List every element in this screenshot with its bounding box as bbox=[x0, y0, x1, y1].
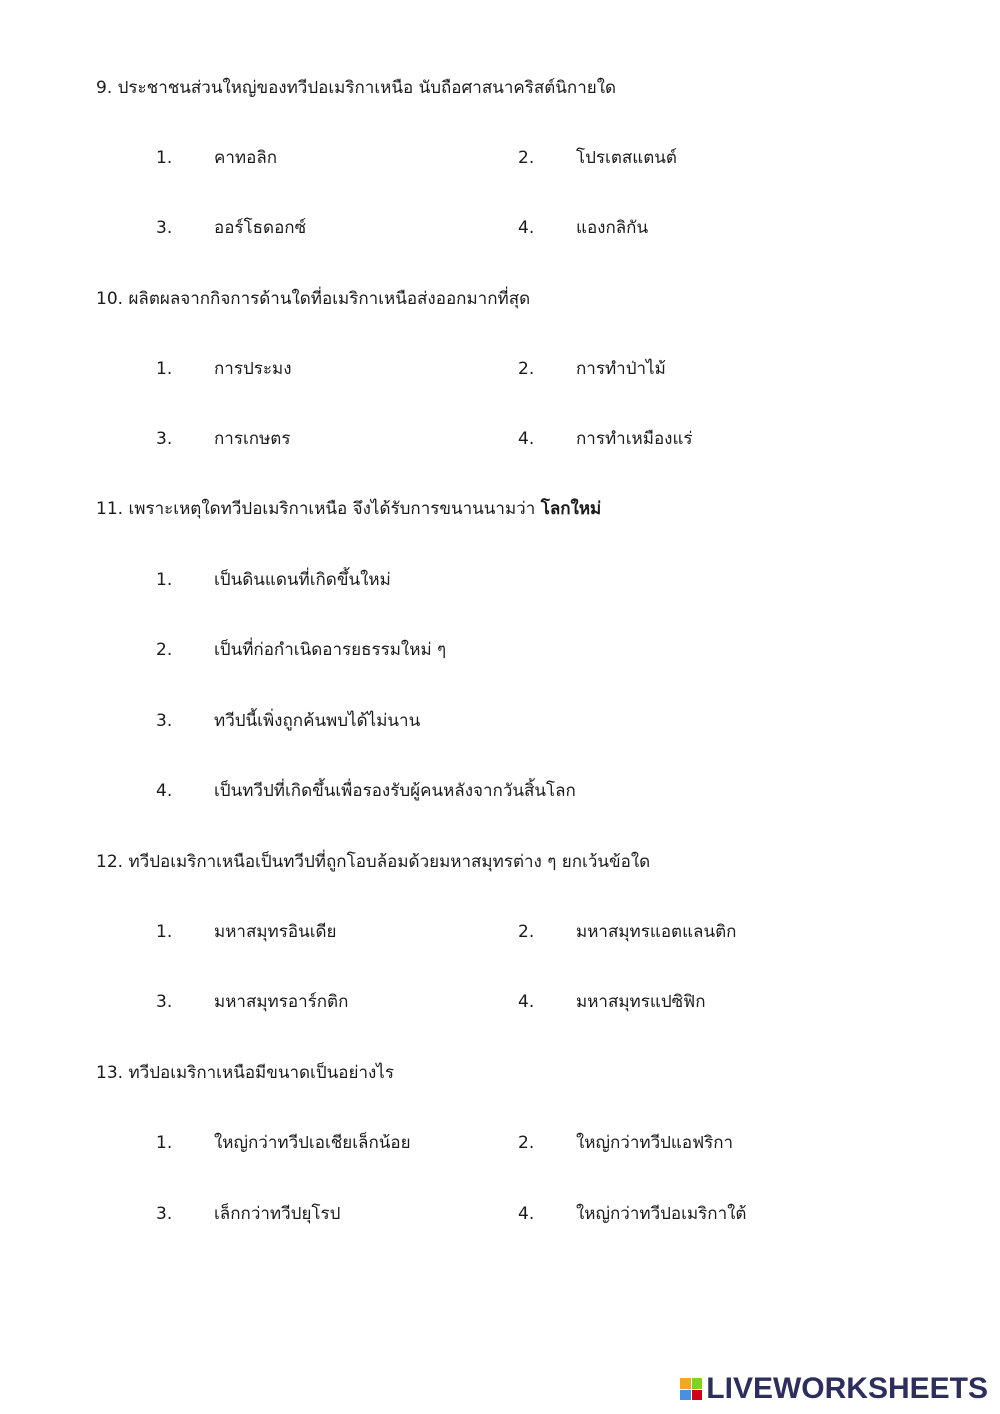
q12-option-3[interactable] bbox=[156, 990, 496, 1014]
q12-option-4[interactable] bbox=[518, 990, 938, 1014]
question-12: 12. ทวีปอเมริกาเหนือเป็นทวีปที่ถูกโอบล้อมด้วยมหาสมุทรต่าง ๆ ยกเว้นข้อใด bbox=[96, 852, 651, 872]
option-number: 3. bbox=[156, 711, 173, 731]
option-number: 1. bbox=[156, 359, 173, 379]
option-number: 2. bbox=[156, 640, 173, 660]
q9-option-1[interactable] bbox=[156, 146, 496, 170]
liveworksheets-logo bbox=[680, 1372, 988, 1406]
q11-option-4[interactable] bbox=[156, 779, 856, 803]
option-number: 3. bbox=[156, 992, 173, 1012]
option-number: 1. bbox=[156, 148, 173, 168]
option-number: 4. bbox=[518, 429, 535, 449]
option-text: ทวีปนี้เพิ่งถูกค้นพบได้ไม่นาน bbox=[214, 711, 421, 731]
logo-mark-icon bbox=[680, 1378, 702, 1400]
question-13: 13. ทวีปอเมริกาเหนือมีขนาดเป็นอย่างไร bbox=[96, 1063, 394, 1083]
question-11-emphasis: โลกใหม่ bbox=[540, 499, 602, 519]
option-number: 2. bbox=[518, 359, 535, 379]
question-9: 9. ประชาชนส่วนใหญ่ของทวีปอเมริกาเหนือ นับถือศาสนาคริสต์นิกายใด bbox=[96, 78, 617, 98]
q13-option-2[interactable] bbox=[518, 1131, 938, 1155]
q10-option-2[interactable] bbox=[518, 357, 938, 381]
q11-option-3[interactable] bbox=[156, 709, 856, 733]
option-number: 2. bbox=[518, 922, 535, 942]
q13-option-4[interactable] bbox=[518, 1202, 938, 1226]
option-text: เล็กกว่าทวีปยุโรป bbox=[214, 1204, 341, 1224]
option-text: มหาสมุทรอินเดีย bbox=[214, 922, 337, 942]
q11-option-2[interactable] bbox=[156, 638, 856, 662]
option-text: ใหญ่กว่าทวีปแอฟริกา bbox=[576, 1133, 734, 1153]
q12-option-2[interactable] bbox=[518, 920, 938, 944]
option-number: 2. bbox=[518, 148, 535, 168]
option-text: ออร์โธดอกซ์ bbox=[214, 218, 307, 238]
option-number: 4. bbox=[518, 218, 535, 238]
q11-option-1[interactable] bbox=[156, 568, 856, 592]
option-text: การทำเหมืองแร่ bbox=[576, 429, 693, 449]
option-text: เป็นทวีปที่เกิดขึ้นเพื่อรองรับผู้คนหลังจากวันสิ้นโลก bbox=[214, 781, 576, 801]
option-number: 1. bbox=[156, 1133, 173, 1153]
q10-option-4[interactable] bbox=[518, 427, 938, 451]
q13-option-1[interactable] bbox=[156, 1131, 496, 1155]
option-number: 1. bbox=[156, 570, 173, 590]
option-number: 4. bbox=[518, 1204, 535, 1224]
option-number: 3. bbox=[156, 1204, 173, 1224]
logo-text: LIVEWORKSHEETS bbox=[706, 1372, 988, 1405]
q9-option-4[interactable] bbox=[518, 216, 938, 240]
option-text: การประมง bbox=[214, 359, 292, 379]
option-text: มหาสมุทรแอตแลนติก bbox=[576, 922, 737, 942]
option-text: การทำป่าไม้ bbox=[576, 359, 666, 379]
option-text: เป็นดินแดนที่เกิดขึ้นใหม่ bbox=[214, 570, 391, 590]
option-number: 3. bbox=[156, 218, 173, 238]
q12-option-1[interactable] bbox=[156, 920, 496, 944]
option-number: 4. bbox=[518, 992, 535, 1012]
option-text: มหาสมุทรแปซิฟิก bbox=[576, 992, 706, 1012]
q10-option-1[interactable] bbox=[156, 357, 496, 381]
option-number: 4. bbox=[156, 781, 173, 801]
q9-option-2[interactable] bbox=[518, 146, 938, 170]
option-text: แองกลิกัน bbox=[576, 218, 649, 238]
option-text: มหาสมุทรอาร์กติก bbox=[214, 992, 349, 1012]
option-number: 3. bbox=[156, 429, 173, 449]
q9-option-3[interactable] bbox=[156, 216, 496, 240]
q10-option-3[interactable] bbox=[156, 427, 496, 451]
question-10: 10. ผลิตผลจากกิจการด้านใดที่อเมริกาเหนือส่งออกมากที่สุด bbox=[96, 289, 531, 309]
question-11-prompt: 11. เพราะเหตุใดทวีปอเมริกาเหนือ จึงได้รับการขนานนามว่า bbox=[96, 499, 541, 519]
option-text: การเกษตร bbox=[214, 429, 291, 449]
option-text: ใหญ่กว่าทวีปเอเชียเล็กน้อย bbox=[214, 1133, 411, 1153]
option-text: คาทอลิก bbox=[214, 148, 278, 168]
option-text: ใหญ่กว่าทวีปอเมริกาใต้ bbox=[576, 1204, 747, 1224]
q13-option-3[interactable] bbox=[156, 1202, 496, 1226]
option-number: 1. bbox=[156, 922, 173, 942]
option-text: โปรเตสแตนต์ bbox=[576, 148, 677, 168]
question-11 bbox=[96, 497, 601, 521]
option-number: 2. bbox=[518, 1133, 535, 1153]
option-text: เป็นที่ก่อกำเนิดอารยธรรมใหม่ ๆ bbox=[214, 640, 447, 660]
